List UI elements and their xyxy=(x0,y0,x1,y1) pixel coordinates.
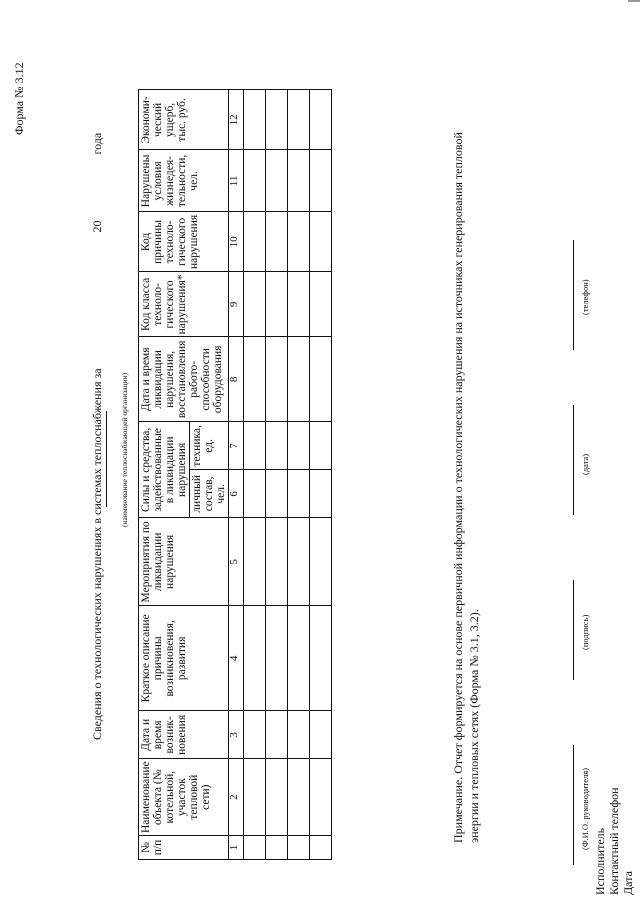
table-cell xyxy=(266,606,288,711)
table-cell xyxy=(310,759,332,836)
table-cell xyxy=(244,606,266,711)
column-number: 2 xyxy=(229,759,244,836)
column-number: 12 xyxy=(229,90,244,150)
table-cell xyxy=(244,150,266,212)
column-number: 8 xyxy=(229,337,244,422)
note xyxy=(450,132,482,843)
title-year-suffix: года xyxy=(90,132,104,155)
table-row xyxy=(266,90,288,860)
column-number: 6 xyxy=(229,470,244,518)
header-col-personnel: личный состав, чел. xyxy=(190,470,229,518)
fio-line xyxy=(573,745,574,865)
table-cell xyxy=(310,272,332,337)
table-cell xyxy=(266,212,288,272)
header-col-description: Краткое описание причины возникновения, развития xyxy=(139,606,229,711)
footer-executor: Исполнитель xyxy=(593,827,607,895)
table-cell xyxy=(310,212,332,272)
table-cell xyxy=(288,212,310,272)
note-line-2: энергии и тепловых сетях (Форма № 3.1, 3.2). xyxy=(467,609,481,843)
table-cell xyxy=(266,759,288,836)
incidents-table xyxy=(138,89,332,860)
form-number: Форма № 3.12 xyxy=(12,62,26,135)
table-cell xyxy=(244,759,266,836)
table-cell xyxy=(310,422,332,470)
table-cell xyxy=(266,711,288,759)
table-cell xyxy=(244,711,266,759)
table-cell xyxy=(244,272,266,337)
table-row xyxy=(288,90,310,860)
table-cell xyxy=(310,711,332,759)
footer-contact-phone: Контактный телефон xyxy=(607,787,621,895)
header-col-cause-code: Код причины техноло-гического нарушения xyxy=(139,212,229,272)
table-cell xyxy=(288,606,310,711)
header-col-measures: Мероприятия по ликвидации нарушения xyxy=(139,518,229,606)
table-cell xyxy=(310,518,332,606)
title-year-prefix: 20 xyxy=(90,220,104,233)
table-cell xyxy=(288,470,310,518)
phone-line xyxy=(573,240,574,350)
header-col-liquidation-date: Дата и время ликвидации нарушения, восстановления работо-способности оборудования xyxy=(139,337,229,422)
column-number: 5 xyxy=(229,518,244,606)
form-title xyxy=(90,133,105,740)
table-row xyxy=(310,90,332,860)
table-cell xyxy=(266,470,288,518)
table-cell xyxy=(288,711,310,759)
table-cell xyxy=(266,422,288,470)
note-line-1: Примечание. Отчет формируется на основе первичной информации о технологических нарушения на источниках генерирования тепловой xyxy=(451,132,465,843)
table-cell xyxy=(266,337,288,422)
column-number: 11 xyxy=(229,150,244,212)
table-row xyxy=(244,90,266,860)
table-cell xyxy=(288,272,310,337)
table-cell xyxy=(244,212,266,272)
header-col-life-conditions: Нарушены условия жизнедея-тельности, чел. xyxy=(139,150,229,212)
table-cell xyxy=(244,518,266,606)
fio-caption: (Ф.И.О. руководителя) xyxy=(580,768,590,850)
header-col-equipment: техника, ед. xyxy=(190,422,229,470)
organization-name-line xyxy=(106,411,107,507)
column-number: 3 xyxy=(229,711,244,759)
header-col-object: Наименование объекта (№ котельной, участок тепловой сети) xyxy=(139,759,229,836)
table-cell xyxy=(244,90,266,150)
signature-caption: (подпись) xyxy=(580,614,590,650)
phone-caption: (телефон) xyxy=(580,279,590,315)
date-caption: (дата) xyxy=(580,453,590,475)
table-cell xyxy=(288,150,310,212)
column-number: 4 xyxy=(229,606,244,711)
table-cell xyxy=(266,518,288,606)
table-cell xyxy=(288,759,310,836)
header-col-datetime: Дата и время возник-новения xyxy=(139,711,229,759)
signature-line xyxy=(573,580,574,680)
table-cell xyxy=(288,337,310,422)
table-cell xyxy=(310,150,332,212)
title-prefix: Сведения о технологических нарушениях в системах теплоснабжения за xyxy=(90,368,104,740)
table-cell xyxy=(244,337,266,422)
column-number: 9 xyxy=(229,272,244,337)
date-line xyxy=(573,405,574,515)
column-number: 1 xyxy=(229,836,244,860)
table-cell xyxy=(288,422,310,470)
table-header-row xyxy=(139,90,190,860)
table-number-row xyxy=(229,90,244,860)
footer xyxy=(593,787,635,895)
table-cell xyxy=(310,337,332,422)
header-col-number: № п/п xyxy=(139,836,229,860)
table-cell xyxy=(266,272,288,337)
table-cell xyxy=(288,836,310,860)
table-cell xyxy=(288,90,310,150)
table-cell xyxy=(266,836,288,860)
table-cell xyxy=(288,518,310,606)
table-cell xyxy=(310,836,332,860)
header-col-damage: Экономи-ческий ущерб, тыс. руб. xyxy=(139,90,229,150)
organization-caption: (наименование теплоснабжающей организации) xyxy=(120,372,129,527)
table-cell xyxy=(310,90,332,150)
header-col-forces: Силы и средства, задействованные в ликвидации нарушения xyxy=(139,422,190,518)
table-cell xyxy=(310,470,332,518)
table-cell xyxy=(244,470,266,518)
table-cell xyxy=(244,836,266,860)
table-cell xyxy=(244,422,266,470)
footer-date: Дата xyxy=(621,871,635,895)
table-cell xyxy=(266,150,288,212)
table-cell xyxy=(310,606,332,711)
table-cell xyxy=(266,90,288,150)
header-col-class-code: Код класса техноло-гического нарушения* xyxy=(139,272,229,337)
column-number: 7 xyxy=(229,422,244,470)
column-number: 10 xyxy=(229,212,244,272)
